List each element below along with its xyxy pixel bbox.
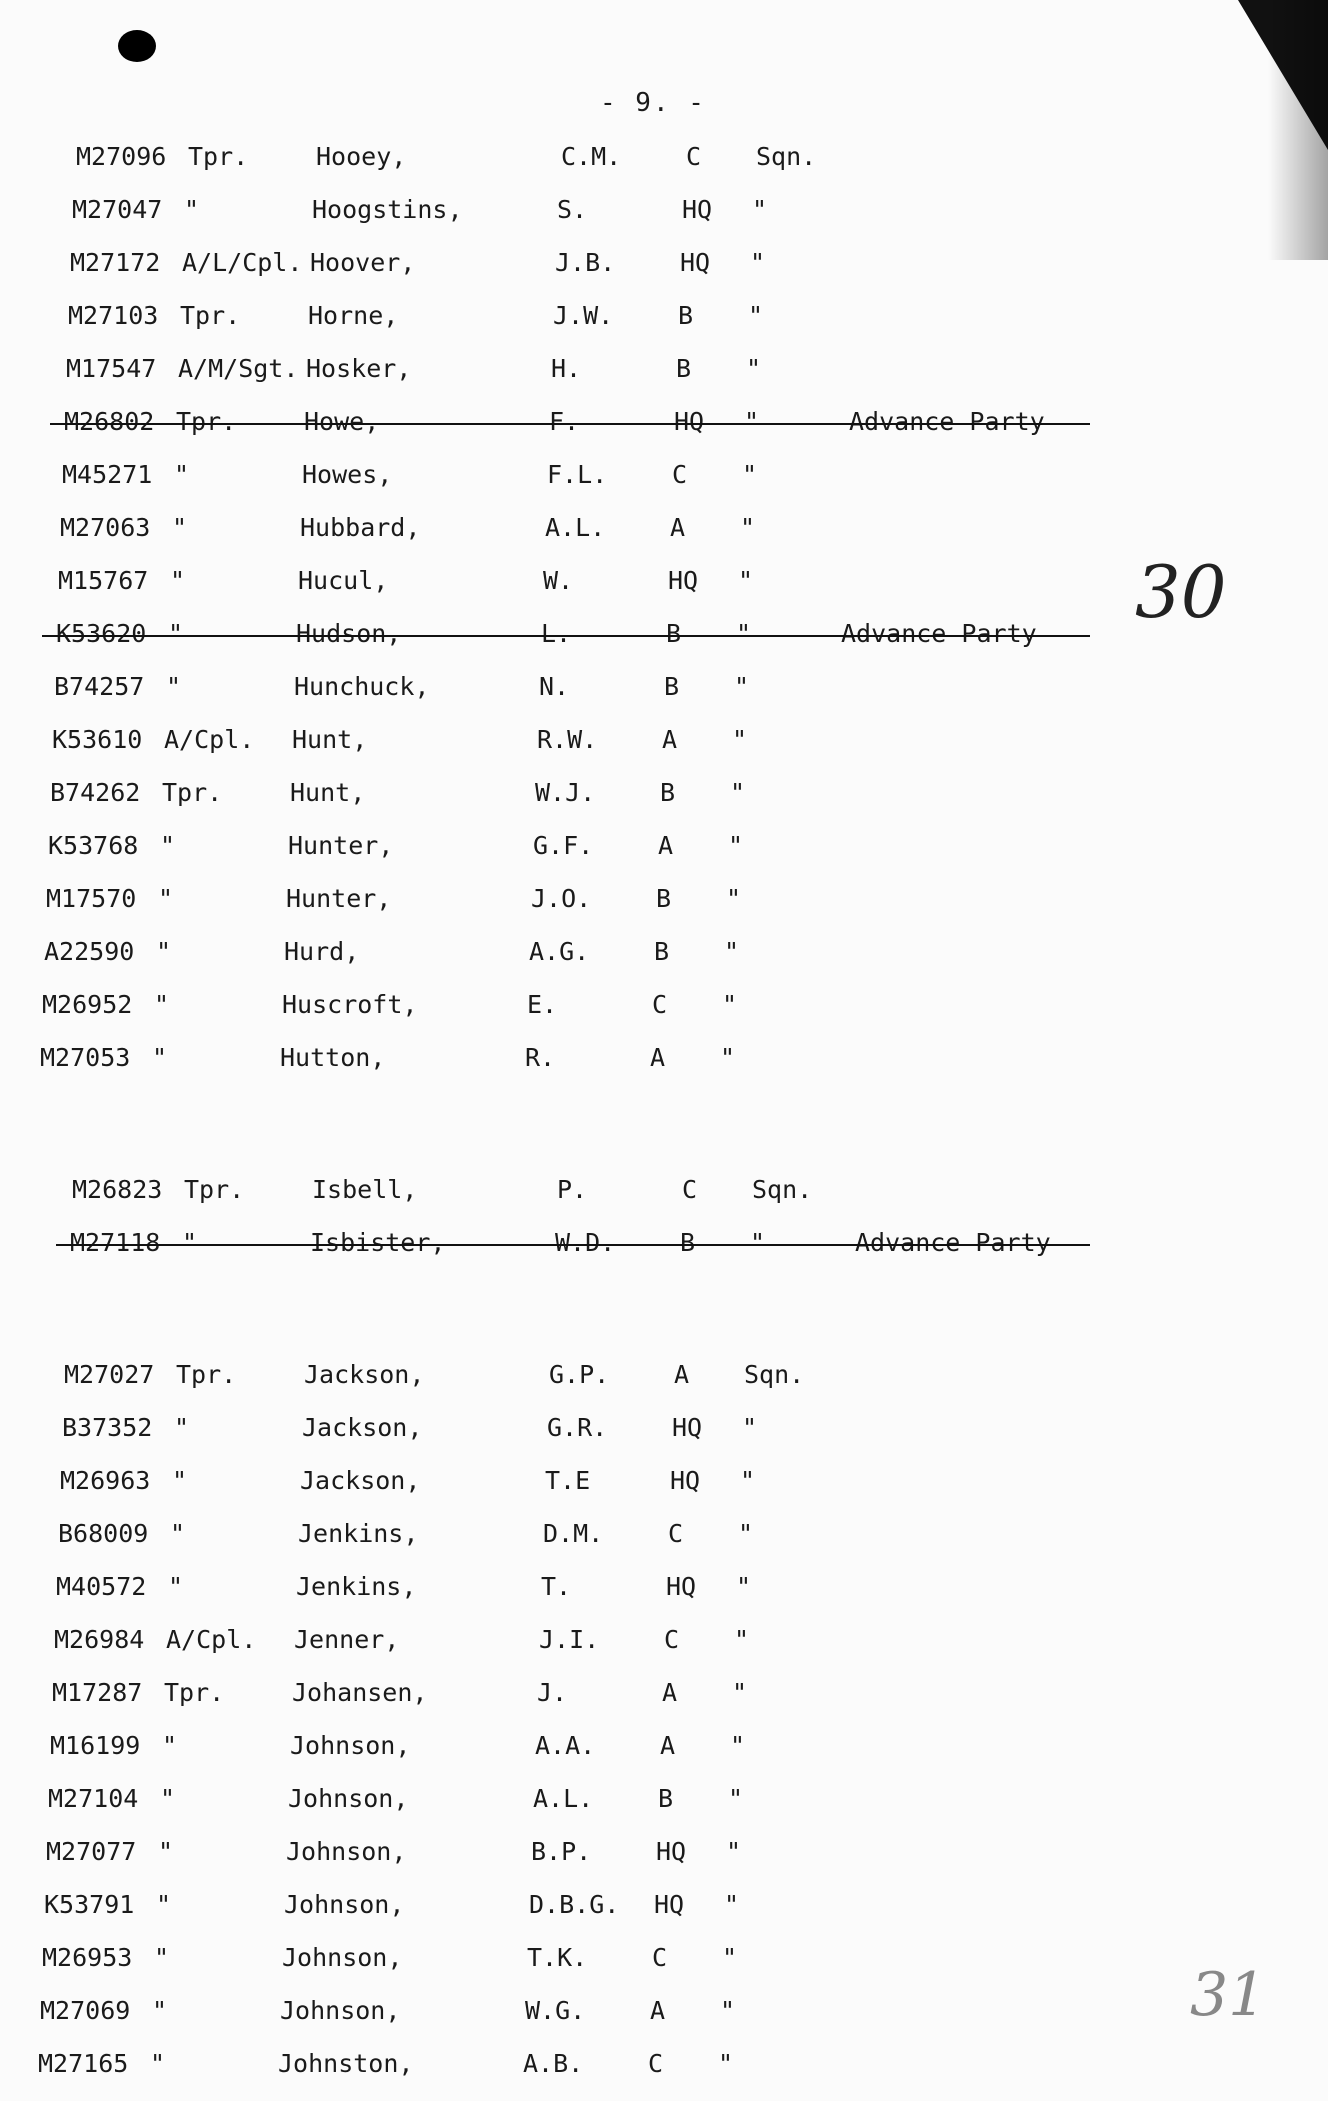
roster-row [42, 985, 1060, 1025]
squadron-suffix: " [724, 1890, 740, 1919]
roster-row [56, 1567, 1060, 1607]
roster-row [38, 2044, 1060, 2084]
rank: Tpr. [188, 142, 249, 171]
service-number: M27172 [70, 248, 161, 277]
squadron: A [674, 1360, 690, 1389]
initials: T.K. [527, 1943, 588, 1972]
squadron-suffix: " [740, 1466, 756, 1495]
squadron: HQ [682, 195, 713, 224]
margin-note-31: 31 [1190, 1960, 1267, 2030]
service-number: M17570 [46, 884, 137, 913]
roster-row [52, 720, 1060, 760]
service-number: M27063 [60, 513, 151, 542]
surname: Hubbard, [300, 513, 421, 542]
squadron: B [660, 778, 676, 807]
margin-note-30: 30 [1135, 550, 1227, 634]
roster-row [46, 879, 1060, 919]
squadron: B [658, 1784, 674, 1813]
squadron: HQ [680, 248, 711, 277]
rank: A/Cpl. [166, 1625, 257, 1654]
service-number: M45271 [62, 460, 153, 489]
squadron: C [648, 2049, 664, 2078]
squadron-suffix: " [720, 1043, 736, 1072]
surname: Johnson, [288, 1784, 409, 1813]
rank: " [160, 1784, 176, 1813]
rank: " [156, 937, 172, 966]
roster-row [64, 402, 1060, 442]
initials: F.L. [547, 460, 608, 489]
initials: A.G. [529, 937, 590, 966]
surname: Huscroft, [282, 990, 418, 1019]
initials: R. [525, 1043, 556, 1072]
roster-row [50, 773, 1060, 813]
squadron: B [676, 354, 692, 383]
squadron-suffix: " [752, 195, 768, 224]
squadron: HQ [674, 407, 705, 436]
service-number: M27103 [68, 301, 159, 330]
rank: A/M/Sgt. [178, 354, 299, 383]
initials: B.P. [531, 1837, 592, 1866]
squadron: A [670, 513, 686, 542]
initials: J.W. [553, 301, 614, 330]
squadron-suffix: " [724, 937, 740, 966]
surname: Johansen, [292, 1678, 428, 1707]
surname: Howe, [304, 407, 380, 436]
rank: Tpr. [164, 1678, 225, 1707]
squadron-suffix: " [742, 1413, 758, 1442]
roster-row [52, 1673, 1060, 1713]
squadron-suffix: " [730, 778, 746, 807]
squadron-suffix: " [722, 1943, 738, 1972]
surname: Johnson, [280, 1996, 401, 2025]
surname: Jackson, [300, 1466, 421, 1495]
surname: Hoover, [310, 248, 416, 277]
roster-row [70, 243, 1060, 283]
roster-row [64, 1355, 1060, 1395]
roster-row [54, 1620, 1060, 1660]
service-number: B37352 [62, 1413, 153, 1442]
roster-row [70, 1223, 1060, 1263]
initials: T.E [545, 1466, 591, 1495]
service-number: M16199 [50, 1731, 141, 1760]
rank: Tpr. [184, 1175, 245, 1204]
squadron: A [662, 1678, 678, 1707]
squadron: A [650, 1996, 666, 2025]
initials: A.L. [533, 1784, 594, 1813]
surname: Hunt, [290, 778, 366, 807]
squadron-suffix: " [728, 1784, 744, 1813]
rank: " [168, 1572, 184, 1601]
squadron-suffix: " [722, 990, 738, 1019]
initials: W.J. [535, 778, 596, 807]
squadron: HQ [654, 1890, 685, 1919]
surname: Hunchuck, [294, 672, 430, 701]
initials: J.O. [531, 884, 592, 913]
squadron-suffix: " [750, 248, 766, 277]
squadron: B [656, 884, 672, 913]
squadron: B [664, 672, 680, 701]
squadron: HQ [666, 1572, 697, 1601]
surname: Hutton, [280, 1043, 386, 1072]
squadron: C [652, 1943, 668, 1972]
rank: " [168, 619, 184, 648]
service-number: B74257 [54, 672, 145, 701]
page-number: - 9. - [600, 88, 706, 118]
squadron: HQ [670, 1466, 701, 1495]
initials: G.P. [549, 1360, 610, 1389]
squadron-suffix: " [732, 725, 748, 754]
surname: Hucul, [298, 566, 389, 595]
rank: A/Cpl. [164, 725, 255, 754]
squadron: B [680, 1228, 696, 1257]
squadron-suffix: " [718, 2049, 734, 2078]
surname: Isbister, [310, 1228, 446, 1257]
rank: " [154, 1943, 170, 1972]
service-number: K53768 [48, 831, 139, 860]
roster-row [58, 561, 1060, 601]
roster-row [46, 1832, 1060, 1872]
squadron-suffix: " [746, 354, 762, 383]
roster-row [48, 826, 1060, 866]
squadron-suffix: " [740, 513, 756, 542]
surname: Jenner, [294, 1625, 400, 1654]
roster-row [68, 296, 1060, 336]
initials: H. [551, 354, 582, 383]
initials: R.W. [537, 725, 598, 754]
roster-row [60, 1461, 1060, 1501]
initials: J. [537, 1678, 568, 1707]
rank: Tpr. [162, 778, 223, 807]
squadron-suffix: " [720, 1996, 736, 2025]
squadron-suffix: " [744, 407, 760, 436]
squadron-suffix: " [730, 1731, 746, 1760]
initials: W.D. [555, 1228, 616, 1257]
surname: Hoogstins, [312, 195, 463, 224]
surname: Johnston, [278, 2049, 414, 2078]
initials: D.B.G. [529, 1890, 620, 1919]
service-number: M26953 [42, 1943, 133, 1972]
squadron: C [682, 1175, 698, 1204]
row-note: Advance Party [841, 619, 1037, 648]
surname: Johnson, [290, 1731, 411, 1760]
row-note: Advance Party [849, 407, 1045, 436]
squadron-suffix: " [728, 831, 744, 860]
roster-row [50, 1726, 1060, 1766]
rank: " [166, 672, 182, 701]
roster-row [66, 349, 1060, 389]
surname: Hunter, [286, 884, 392, 913]
surname: Jackson, [304, 1360, 425, 1389]
rank: " [174, 460, 190, 489]
rank: " [156, 1890, 172, 1919]
roster-row [44, 1885, 1060, 1925]
initials: N. [539, 672, 570, 701]
squadron-suffix: Sqn. [752, 1175, 813, 1204]
service-number: M26823 [72, 1175, 163, 1204]
rank: " [172, 1466, 188, 1495]
rank: " [174, 1413, 190, 1442]
squadron-suffix: " [726, 884, 742, 913]
squadron-suffix: " [738, 566, 754, 595]
surname: Hunter, [288, 831, 394, 860]
surname: Hurd, [284, 937, 360, 966]
squadron: C [652, 990, 668, 1019]
rank: " [172, 513, 188, 542]
initials: J.I. [539, 1625, 600, 1654]
service-number: B74262 [50, 778, 141, 807]
service-number: M27165 [38, 2049, 129, 2078]
service-number: K53610 [52, 725, 143, 754]
surname: Isbell, [312, 1175, 418, 1204]
surname: Johnson, [282, 1943, 403, 1972]
squadron-suffix: " [748, 301, 764, 330]
rank: " [170, 1519, 186, 1548]
surname: Howes, [302, 460, 393, 489]
squadron-suffix: " [742, 460, 758, 489]
squadron-suffix: " [732, 1678, 748, 1707]
row-note: Advance Party [855, 1228, 1051, 1257]
surname: Jenkins, [298, 1519, 419, 1548]
squadron: A [650, 1043, 666, 1072]
service-number: K53620 [56, 619, 147, 648]
squadron: HQ [672, 1413, 703, 1442]
squadron: B [654, 937, 670, 966]
service-number: M27053 [40, 1043, 131, 1072]
service-number: M26984 [54, 1625, 145, 1654]
squadron-suffix: Sqn. [756, 142, 817, 171]
rank: " [150, 2049, 166, 2078]
squadron: A [660, 1731, 676, 1760]
service-number: M27104 [48, 1784, 139, 1813]
service-number: M27047 [72, 195, 163, 224]
surname: Hunt, [292, 725, 368, 754]
surname: Johnson, [284, 1890, 405, 1919]
rank: " [182, 1228, 198, 1257]
roster-row [62, 455, 1060, 495]
roster-row [56, 614, 1060, 654]
service-number: B68009 [58, 1519, 149, 1548]
squadron: A [658, 831, 674, 860]
service-number: M27077 [46, 1837, 137, 1866]
initials: A.A. [535, 1731, 596, 1760]
roster-row [72, 190, 1060, 230]
rank: " [184, 195, 200, 224]
service-number: M17287 [52, 1678, 143, 1707]
service-number: M27027 [64, 1360, 155, 1389]
surname: Horne, [308, 301, 399, 330]
initials: A.L. [545, 513, 606, 542]
surname: Jackson, [302, 1413, 423, 1442]
rank: " [152, 1043, 168, 1072]
initials: A.B. [523, 2049, 584, 2078]
rank: " [160, 831, 176, 860]
service-number: M26952 [42, 990, 133, 1019]
squadron: HQ [668, 566, 699, 595]
rank: " [152, 1996, 168, 2025]
service-number: M26963 [60, 1466, 151, 1495]
surname: Hooey, [316, 142, 407, 171]
initials: T. [541, 1572, 572, 1601]
initials: D.M. [543, 1519, 604, 1548]
service-number: M27069 [40, 1996, 131, 2025]
punch-hole [118, 30, 156, 62]
rank: Tpr. [176, 407, 237, 436]
squadron-suffix: " [738, 1519, 754, 1548]
service-number: K53791 [44, 1890, 135, 1919]
initials: C.M. [561, 142, 622, 171]
rank: " [170, 566, 186, 595]
roster-row [40, 1991, 1060, 2031]
roster-row [44, 932, 1060, 972]
rank: " [158, 1837, 174, 1866]
initials: W.G. [525, 1996, 586, 2025]
rank: " [158, 884, 174, 913]
surname: Jenkins, [296, 1572, 417, 1601]
squadron: C [668, 1519, 684, 1548]
rank: A/L/Cpl. [182, 248, 303, 277]
squadron-suffix: " [734, 1625, 750, 1654]
squadron: B [678, 301, 694, 330]
squadron: B [666, 619, 682, 648]
service-number: M15767 [58, 566, 149, 595]
roster-row [76, 137, 1060, 177]
surname: Johnson, [286, 1837, 407, 1866]
roster-row [40, 1038, 1060, 1078]
squadron-suffix: " [726, 1837, 742, 1866]
rank: Tpr. [176, 1360, 237, 1389]
squadron-suffix: " [736, 619, 752, 648]
initials: E. [527, 990, 558, 1019]
squadron-suffix: Sqn. [744, 1360, 805, 1389]
initials: L. [541, 619, 572, 648]
initials: P. [557, 1175, 588, 1204]
roster-row [60, 508, 1060, 548]
rank: Tpr. [180, 301, 241, 330]
squadron: C [686, 142, 702, 171]
squadron: C [672, 460, 688, 489]
surname: Hudson, [296, 619, 402, 648]
squadron: HQ [656, 1837, 687, 1866]
roster-row [62, 1408, 1060, 1448]
squadron-suffix: " [734, 672, 750, 701]
initials: J.B. [555, 248, 616, 277]
roster-row [72, 1170, 1060, 1210]
initials: F. [549, 407, 580, 436]
initials: S. [557, 195, 588, 224]
roster-row [48, 1779, 1060, 1819]
rank: " [162, 1731, 178, 1760]
service-number: M40572 [56, 1572, 147, 1601]
squadron-suffix: " [750, 1228, 766, 1257]
initials: W. [543, 566, 574, 595]
surname: Hosker, [306, 354, 412, 383]
service-number: M26802 [64, 407, 155, 436]
roster-row [42, 1938, 1060, 1978]
initials: G.F. [533, 831, 594, 860]
rank: " [154, 990, 170, 1019]
squadron-suffix: " [736, 1572, 752, 1601]
service-number: M17547 [66, 354, 157, 383]
page-edge-shadow [1268, 0, 1328, 260]
service-number: M27096 [76, 142, 167, 171]
service-number: A22590 [44, 937, 135, 966]
service-number: M27118 [70, 1228, 161, 1257]
initials: G.R. [547, 1413, 608, 1442]
roster-row [54, 667, 1060, 707]
squadron: C [664, 1625, 680, 1654]
roster-row [58, 1514, 1060, 1554]
squadron: A [662, 725, 678, 754]
